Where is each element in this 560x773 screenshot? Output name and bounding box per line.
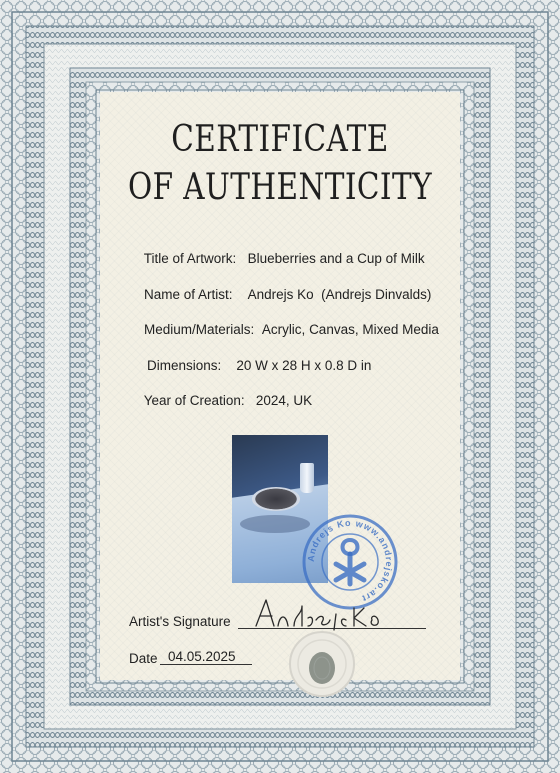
stamp-text: Andrejs Ko www.andrejsko.art [305,517,395,604]
signature-label: Artist's Signature [129,614,231,629]
date-label: Date [129,651,158,666]
field-value: Andrejs Ko (Andrejs Dinvalds) [247,287,432,302]
title-line-2: OF AUTHENTICITY [127,167,432,208]
field-label: Name of Artist: [144,287,233,302]
date-value: 04.05.2025 [168,649,236,664]
blueberry-bowl [252,487,300,511]
field-label: Year of Creation: [143,393,245,408]
field-value: 2024, UK [255,393,313,408]
field-label: Dimensions: [147,358,222,373]
title-line-1: CERTIFICATE [171,119,389,160]
field-value: Blueberries and a Cup of Milk [247,251,425,266]
field-year-of-creation [129,378,312,423]
field-value: Acrylic, Canvas, Mixed Media [261,322,439,337]
date-line [160,664,252,665]
milk-cup [300,463,314,493]
handwritten-signature [250,596,420,632]
field-label: Medium/Materials: [144,322,255,337]
field-label: Title of Artwork: [143,251,237,266]
field-value: 20 W x 28 H x 0.8 D in [236,358,372,373]
embossed-seal [286,628,358,700]
